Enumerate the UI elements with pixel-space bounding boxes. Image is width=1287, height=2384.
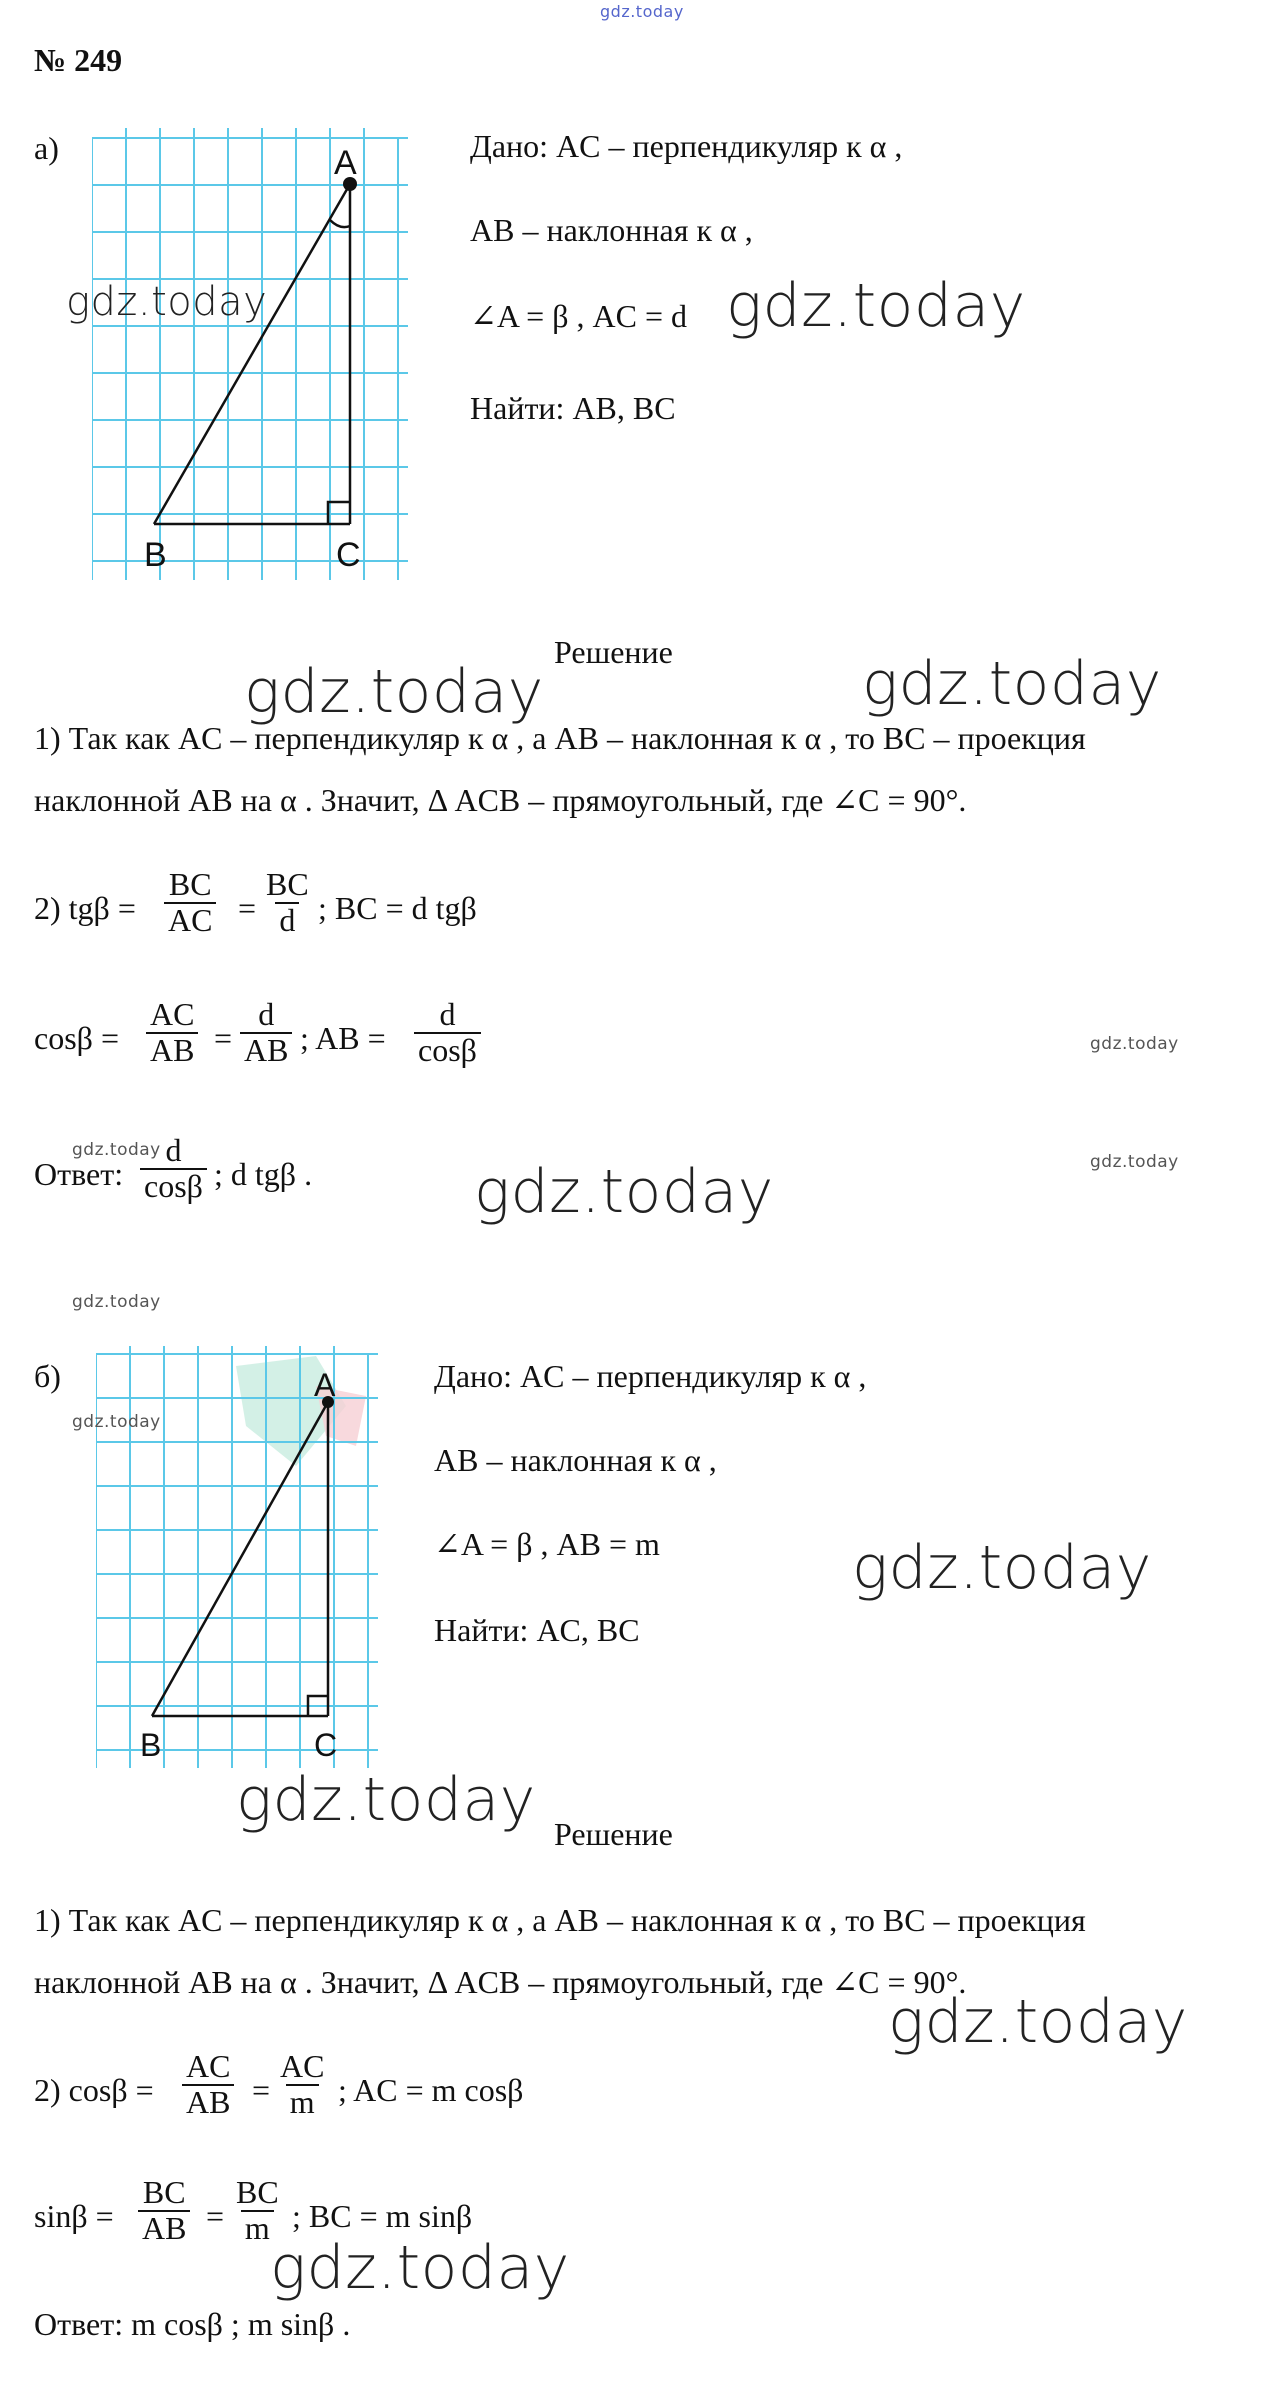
b-find: Найти: AC, BC [434, 1612, 640, 1648]
a-step3-mid: ; AB = [300, 1020, 386, 1056]
a-step3-frac1 [146, 998, 198, 1067]
a-find: Найти: AB, BC [470, 390, 676, 426]
b-answer: Ответ: m cosβ ; m sinβ . [34, 2306, 351, 2342]
b-step3-frac1 [138, 2176, 190, 2245]
a-step2-prefix: 2) tgβ = [34, 890, 136, 926]
a-step3-frac2 [240, 998, 292, 1067]
denominator: AB [146, 1032, 198, 1068]
denominator: d [275, 902, 299, 938]
denominator: cosβ [414, 1032, 481, 1068]
problem-number: № 249 [34, 42, 123, 78]
a-given-line2: AB – наклонная к α , [470, 212, 753, 248]
a-step1-line1: 1) Так как AC – перпендикуляр к α , а AB – наклонная к α , то BC – проекция [34, 720, 1086, 756]
numerator: AC [280, 2048, 325, 2084]
watermark: gdz.today [852, 1533, 1152, 1603]
watermark: gdz.today [1090, 1152, 1179, 1172]
numerator: AC [186, 2048, 231, 2084]
vertex-label-c: C [336, 536, 361, 574]
numerator: d [165, 1132, 182, 1168]
side-ab [154, 184, 350, 524]
denominator: m [241, 2210, 274, 2246]
b-given-line2: AB – наклонная к α , [434, 1442, 717, 1478]
vertex-label-b: B [144, 536, 167, 574]
b-given-line1: Дано: AC – перпендикуляр к α , [434, 1358, 867, 1394]
angle-arc [330, 220, 350, 227]
watermark-top: gdz.today [600, 2, 684, 21]
a-step3-prefix: cosβ = [34, 1020, 119, 1056]
numerator: BC [266, 866, 309, 902]
watermark: gdz.today [1090, 1034, 1179, 1054]
a-answer-rest: ; d tgβ . [214, 1156, 313, 1192]
denominator: cosβ [140, 1168, 207, 1204]
numerator: AC [150, 996, 195, 1032]
vertex-label-a: A [334, 144, 357, 182]
b-step1-line2: наклонной AB на α . Значит, Δ ACB – прямоугольный, где ∠C = 90°. [34, 1964, 967, 2000]
denominator: AB [138, 2210, 190, 2246]
b-step2-frac1 [182, 2050, 234, 2119]
denominator: AB [240, 1032, 292, 1068]
b-given-line3: ∠A = β , AB = m [434, 1526, 660, 1562]
a-given-line1: Дано: AC – перпендикуляр к α , [470, 128, 903, 164]
a-step2-result: ; BC = d tgβ [318, 890, 477, 926]
watermark: gdz.today [72, 1412, 161, 1432]
part-a-figure [92, 128, 422, 588]
part-a-grid [92, 128, 408, 580]
a-step3-eq: = [214, 1020, 233, 1056]
watermark: gdz.today [888, 1987, 1188, 2057]
vertex-label-b: B [140, 1727, 162, 1763]
side-ab [152, 1402, 328, 1716]
denominator: AB [182, 2084, 234, 2120]
vertex-label-a: A [314, 1367, 336, 1403]
b-step2-result: ; AC = m cosβ [338, 2072, 524, 2108]
a-step2-frac2 [262, 868, 313, 937]
a-step1-line2: наклонной AB на α . Значит, Δ ACB – прямоугольный, где ∠C = 90°. [34, 782, 967, 818]
numerator: BC [236, 2174, 279, 2210]
watermark: gdz.today [72, 1140, 161, 1160]
b-step2-frac2 [276, 2050, 328, 2119]
watermark: gdz.today [862, 649, 1162, 719]
a-step2-eq: = [238, 890, 257, 926]
b-step2-prefix: 2) cosβ = [34, 2072, 154, 2108]
vertex-label-c: C [314, 1727, 338, 1763]
b-step3-result: ; BC = m sinβ [292, 2198, 473, 2234]
numerator: BC [168, 866, 212, 902]
watermark: gdz.today [66, 279, 268, 325]
numerator: d [439, 996, 456, 1032]
denominator: m [286, 2084, 319, 2120]
b-step2-eq: = [252, 2072, 271, 2108]
a-answer-label: Ответ: [34, 1156, 124, 1192]
part-b-figure [96, 1346, 396, 1776]
a-step3-frac3 [414, 998, 481, 1067]
watermark: gdz.today [474, 1157, 774, 1227]
watermark: gdz.today [726, 271, 1026, 341]
a-given-line3: ∠A = β , AC = d [470, 298, 687, 334]
numerator: d [258, 996, 275, 1032]
denominator: AC [164, 902, 216, 938]
a-solution-title: Решение [554, 634, 673, 670]
part-b-label: б) [34, 1358, 61, 1394]
b-step3-prefix: sinβ = [34, 2198, 114, 2234]
watermark: gdz.today [236, 1765, 536, 1835]
watermark: gdz.today [270, 2233, 570, 2303]
b-solution-title: Решение [554, 1816, 673, 1852]
part-a-label: а) [34, 130, 59, 166]
b-step3-eq: = [206, 2198, 225, 2234]
watermark: gdz.today [244, 657, 544, 727]
b-step1-line1: 1) Так как AC – перпендикуляр к α , а AB – наклонная к α , то BC – проекция [34, 1902, 1086, 1938]
watermark: gdz.today [72, 1292, 161, 1312]
numerator: BC [142, 2174, 186, 2210]
a-step2-frac1 [164, 868, 216, 937]
